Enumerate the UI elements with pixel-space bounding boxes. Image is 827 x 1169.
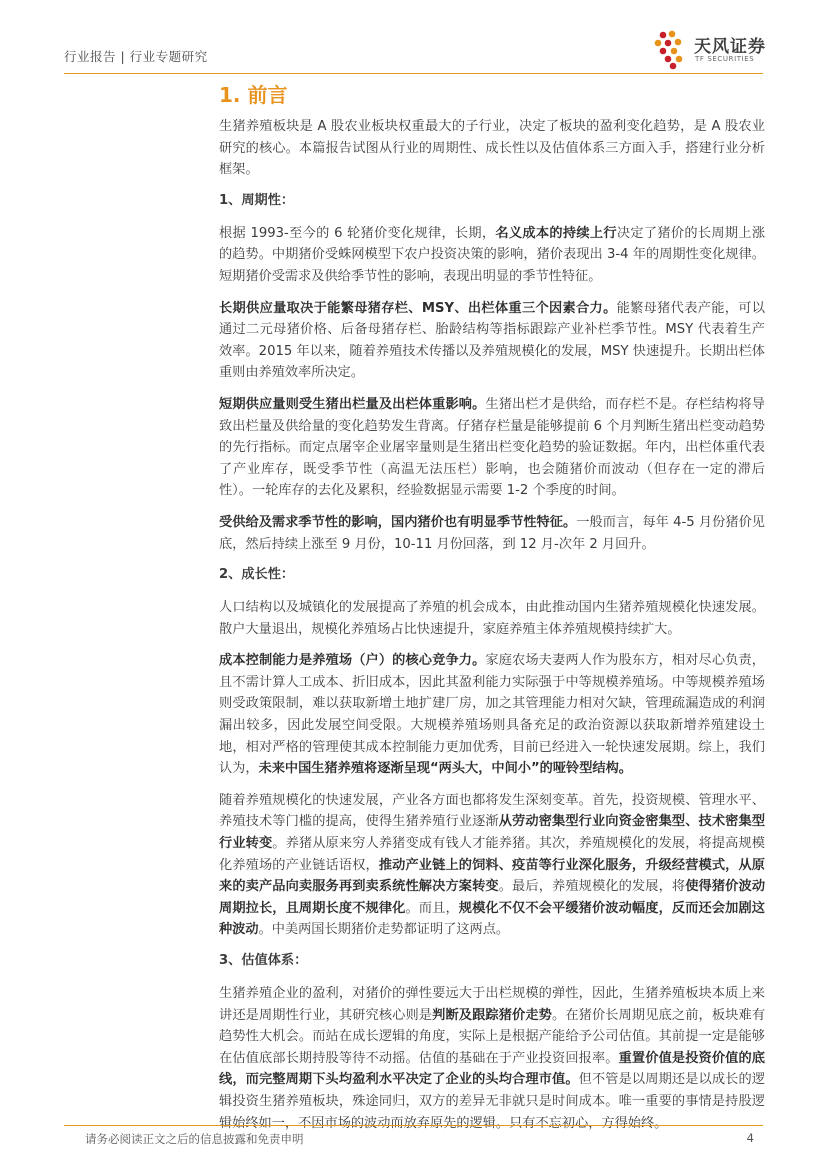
growth-paragraph-2: 成本控制能力是养殖场（户）的核心竞争力。家庭农场夫妻两人作为股东方，相对尽心负责，且不需计算人工成本、折旧成本，因此其盈利能力实际强于中等规模养殖场。中等规模养殖场则受政策限制，难以获取新增土地扩建厂房，加之其管理能力相对欠缺，管理疏漏造成的利润漏出较多，因此发展空间受限。大规模养殖场则具备充足的政治资源以获取新增养殖建设土地，相对严格的管理使其成本控制能力更加优秀，目前已经进入一轮快速发展期。综上，我们认为，未来中国生猪养殖将逐渐呈现“两头大，中间小”的哑铃型结构。: [219, 653, 765, 777]
report-breadcrumb: 行业报告 | 行业专题研究: [64, 49, 208, 64]
cyclicality-paragraph-3: 短期供应量则受生猪出栏量及出栏体重影响。生猪出栏才是供给，而存栏不是。存栏结构将导致出栏量及供给量的变化趋势发生背离。仔猪存栏量是能够提前 6 个月判断生猪出栏变动趋势的先行指标。而定点屠宰企业屠宰量则是生猪出栏变化趋势的验证数据。年内，出栏体重代表了产业库存，既受季节性（高温无法压栏）影响，也会随猪价而波动（但存在一定的滞后性）。一轮库存的去化及累积，经验数据显示需要 1-2 个季度的时间。: [219, 396, 765, 499]
cyclicality-paragraph-4: 受供给及需求季节性的影响，国内猪价也有明显季节性特征。一般而言，每年 4-5 月份猪价见底，然后持续上涨至 9 月份，10-11 月份回落，到 12 月-次年 2 月回升。: [219, 514, 765, 552]
intro-paragraph: 生猪养殖板块是 A 股农业板块权重最大的子行业，决定了板块的盈利变化趋势，是 A 股农业研究的核心。本篇报告试图从行业的周期性、成长性以及估值体系三方面入手，搭建行业分析框架。: [219, 119, 765, 178]
logo-mark-icon: [652, 30, 688, 70]
cyclicality-paragraph-1: 根据 1993-至今的 6 轮猪价变化规律，长期，名义成本的持续上行决定了猪价的长周期上涨的趋势。中期猪价受蛛网模型下农户投资决策的影响，猪价表现出 3-4 年的周期性变化规律。短期猪价受需求及供给季节性的影响，表现出明显的季节性特征。: [219, 225, 766, 284]
logo-chinese-name: 天风证券: [694, 37, 766, 57]
company-logo: [652, 28, 768, 72]
valuation-heading: 3、估值体系：: [219, 953, 308, 968]
page-number: 4: [746, 1131, 754, 1145]
section-title: 1. 前言: [219, 83, 288, 107]
cyclicality-heading: 1、周期性：: [219, 192, 295, 208]
logo-english-name: TF SECURITIES: [695, 55, 755, 63]
cyclicality-paragraph-2: 长期供应量取决于能繁母猪存栏、MSY、出栏体重三个因素合力。能繁母猪代表产能，可以通过二元母猪价格、后备母猪存栏、胎龄结构等指标跟踪产业补栏季节性。MSY 代表着生产效率。2015 年以来，随着养殖技术传播以及养殖规模化的发展，MSY 快速提升。长期出栏体重则由养殖效率所决定。: [219, 300, 765, 381]
growth-heading: 2、成长性：: [219, 567, 295, 583]
growth-paragraph-1: 人口结构以及城镇化的发展提高了养殖的机会成本，由此推动国内生猪养殖规模化快速发展。散户大量退出，规模化养殖场占比快速提升，家庭养殖主体养殖规模持续扩大。: [219, 600, 765, 637]
report-body: [219, 82, 765, 1144]
valuation-paragraph: 生猪养殖企业的盈利，对猪价的弹性要远大于出栏规模的弹性，因此，生猪养殖板块本质上来讲还是周期性行业，其研究核心则是判断及跟踪猪价走势。在猪价长周期见底之前，板块难有趋势性大机会。而站在成长逻辑的角度，实际上是根据产能给予公司估值。其前提一定是能够在估值底部长期持股等待不动摇。估值的基础在于产业投资回报率。重置价值是投资价值的底线，而完整周期下头均盈利水平决定了企业的头均合理市值。但不管是以周期还是以成长的逻辑投资生猪养殖板块，殊途同归，双方的差异无非就只是时间成本。唯一重要的事情是持股逻辑始终如一，不因市场的波动而放弃原先的逻辑。只有不忘初心，方得始终。: [219, 986, 766, 1131]
growth-paragraph-3: 随着养殖规模化的快速发展，产业各方面也都将发生深刻变革。首先，投资规模、管理水平、养殖技术等门槛的提高，使得生猪养殖行业逐渐从劳动密集型行业向资金密集型、技术密集型行业转变。养猪从原来穷人养猪变成有钱人才能养猪。其次，养殖规模化的发展，将提高规模化养殖场的产业链话语权，推动产业链上的饲料、疫苗等行业深化服务，升级经营模式，从原来的卖产品向卖服务再到卖系统性解决方案转变。最后，养殖规模化的发展，将使得猪价波动周期拉长，且周期长度不规律化。而且，规模化不仅不会平缓猪价波动幅度，反而还会加剧这种波动。中美两国长期猪价走势都证明了这两点。: [219, 792, 766, 938]
disclaimer-text: 请务必阅读正文之后的信息披露和免责申明: [85, 1132, 304, 1146]
footer-divider: [64, 1125, 763, 1126]
header-divider: [64, 73, 763, 74]
